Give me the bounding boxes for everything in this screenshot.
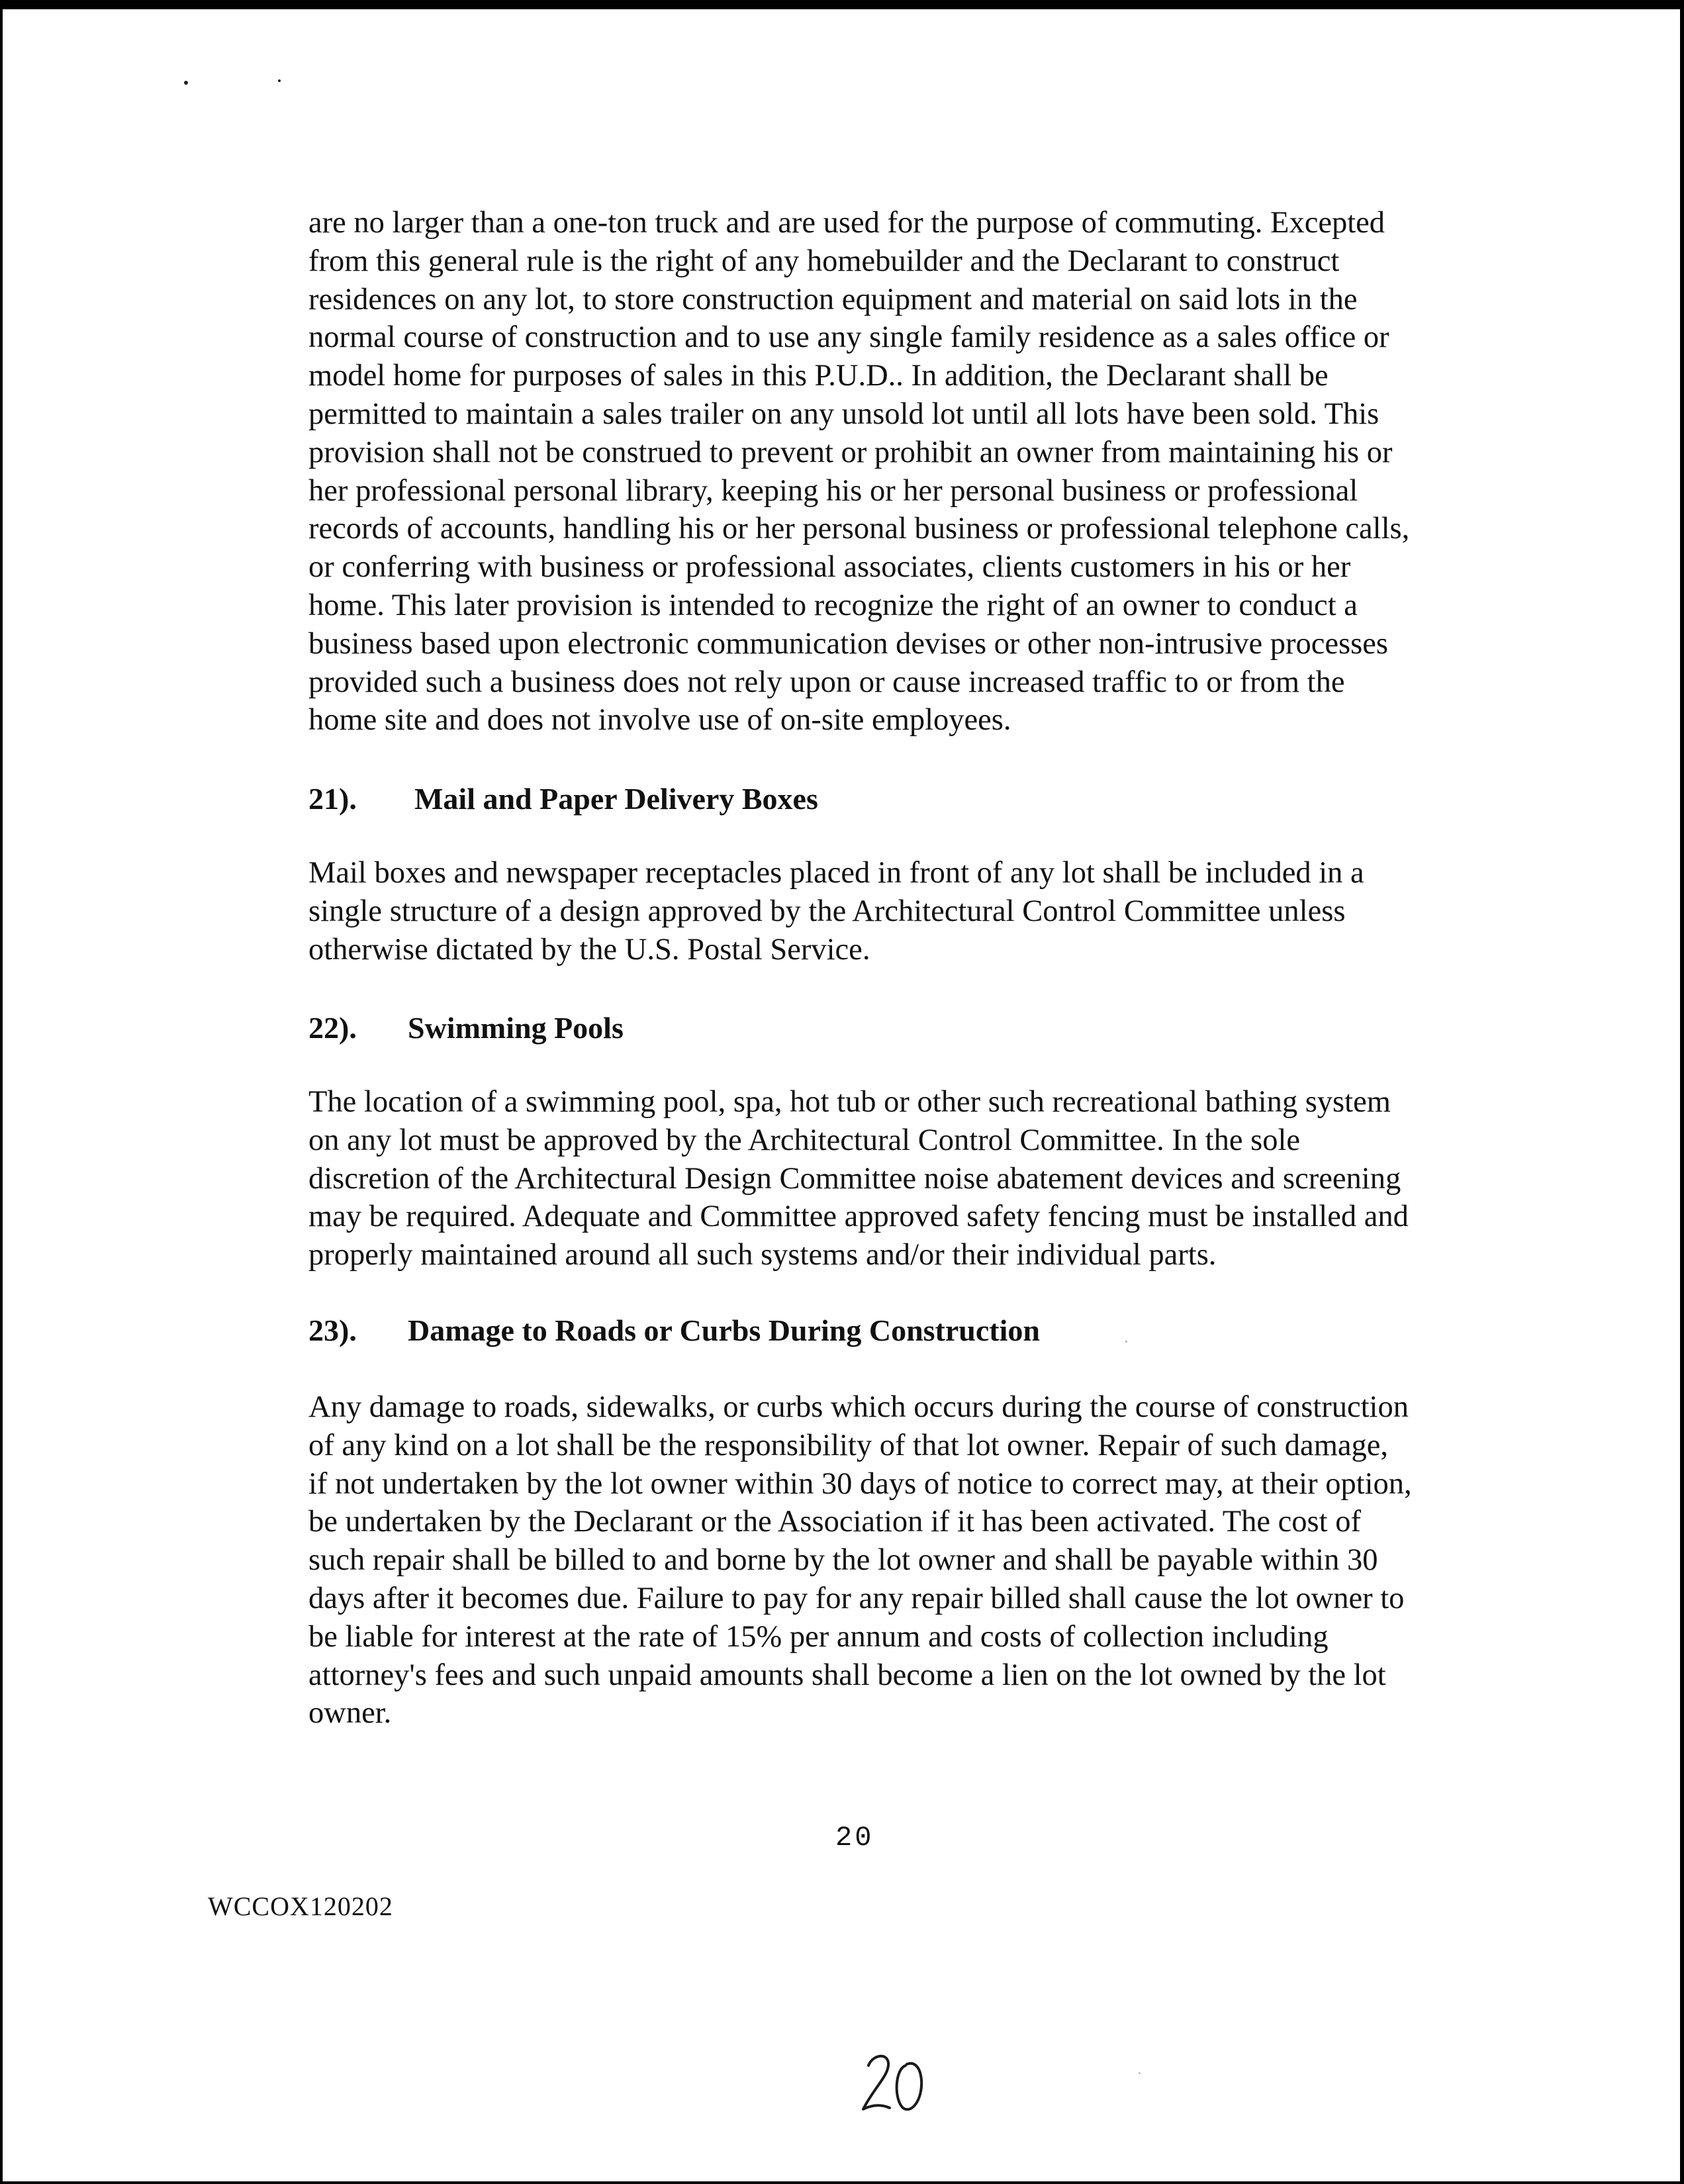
handwritten-page-number [854, 2046, 933, 2118]
text-line: such repair shall be billed to and borne by the lot owner and shall be payable within 30 [308, 1543, 1378, 1578]
section-number: 23). [308, 1313, 357, 1347]
text-line: are no larger than a one-ton truck and are used for the purpose of commuting. Excepted [308, 206, 1385, 240]
scan-speck [1139, 2072, 1141, 2074]
text-line: single structure of a design approved by the Architectural Control Committee unless [308, 894, 1346, 928]
paragraph-continuation [308, 204, 1500, 739]
text-line: if not undertaken by the lot owner within 30 days of notice to correct may, at their option, [308, 1466, 1412, 1501]
scan-speck [184, 81, 188, 85]
text-line: The location of a swimming pool, spa, hot tub or other such recreational bathing system [308, 1085, 1391, 1119]
section-number: 22). [308, 1011, 357, 1045]
section-23-body [308, 1388, 1500, 1733]
text-line: model home for purposes of sales in this P.U.D.. In addition, the Declarant shall be [308, 359, 1329, 393]
text-line: attorney's fees and such unpaid amounts shall become a lien on the lot owned by the lot [308, 1658, 1386, 1692]
document-id: WCCOX120202 [208, 1891, 393, 1921]
text-line: may be required. Adequate and Committee approved safety fencing must be installed and [308, 1200, 1409, 1234]
text-line: otherwise dictated by the U.S. Postal Service. [308, 932, 870, 967]
text-line: discretion of the Architectural Design Committee noise abatement devices and screening [308, 1161, 1401, 1196]
section-22-body [308, 1083, 1500, 1274]
page-number: 20 [835, 1822, 874, 1854]
text-line: from this general rule is the right of any homebuilder and the Declarant to construct [308, 244, 1340, 278]
text-line: her professional personal library, keeping his or her personal business or professional [308, 473, 1358, 508]
text-line: provided such a business does not rely upon or cause increased traffic to or from the [308, 665, 1345, 699]
section-title: Swimming Pools [408, 1011, 624, 1045]
text-line: owner. [308, 1696, 392, 1731]
text-line: Any damage to roads, sidewalks, or curbs which occurs during the course of construction [308, 1390, 1409, 1424]
section-heading-21 [308, 781, 818, 816]
section-number: 21). [308, 782, 357, 816]
text-line: Mail boxes and newspaper receptacles placed in front of any lot shall be included in a [308, 856, 1364, 890]
section-title: Damage to Roads or Curbs During Construction [408, 1313, 1040, 1347]
text-line: properly maintained around all such systems and/or their individual parts. [308, 1238, 1217, 1272]
text-line: or conferring with business or professional associates, clients customers in his or her [308, 550, 1351, 585]
text-line: business based upon electronic communication devises or other non-intrusive processes [308, 626, 1388, 661]
text-line: permitted to maintain a sales trailer on any unsold lot until all lots have been sold. This [308, 397, 1380, 431]
section-21-body [308, 854, 1500, 969]
scan-speck [278, 79, 281, 82]
text-line: home site and does not involve use of on-site employees. [308, 703, 1011, 737]
section-heading-22 [308, 1010, 624, 1045]
scan-speck [1125, 1341, 1127, 1343]
text-line: residences on any lot, to store construction equipment and material on said lots in the [308, 282, 1358, 316]
text-line: be liable for interest at the rate of 15% per annum and costs of collection including [308, 1619, 1329, 1654]
text-line: provision shall not be construed to prevent or prohibit an owner from maintaining his or [308, 435, 1393, 469]
section-title: Mail and Paper Delivery Boxes [414, 782, 818, 816]
text-line: be undertaken by the Declarant or the Association if it has been activated. The cost of [308, 1505, 1361, 1539]
text-line: on any lot must be approved by the Architectural Control Committee. In the sole [308, 1123, 1301, 1157]
text-line: records of accounts, handling his or her personal business or professional telephone calls, [308, 512, 1410, 546]
section-heading-23 [308, 1313, 1040, 1348]
text-line: of any kind on a lot shall be the responsibility of that lot owner. Repair of such damage, [308, 1428, 1389, 1462]
text-line: days after it becomes due. Failure to pay for any repair billed shall cause the lot owner to [308, 1581, 1405, 1615]
text-line: normal course of construction and to use any single family residence as a sales office or [308, 320, 1389, 355]
text-line: home. This later provision is intended to recognize the right of an owner to conduct a [308, 588, 1358, 622]
